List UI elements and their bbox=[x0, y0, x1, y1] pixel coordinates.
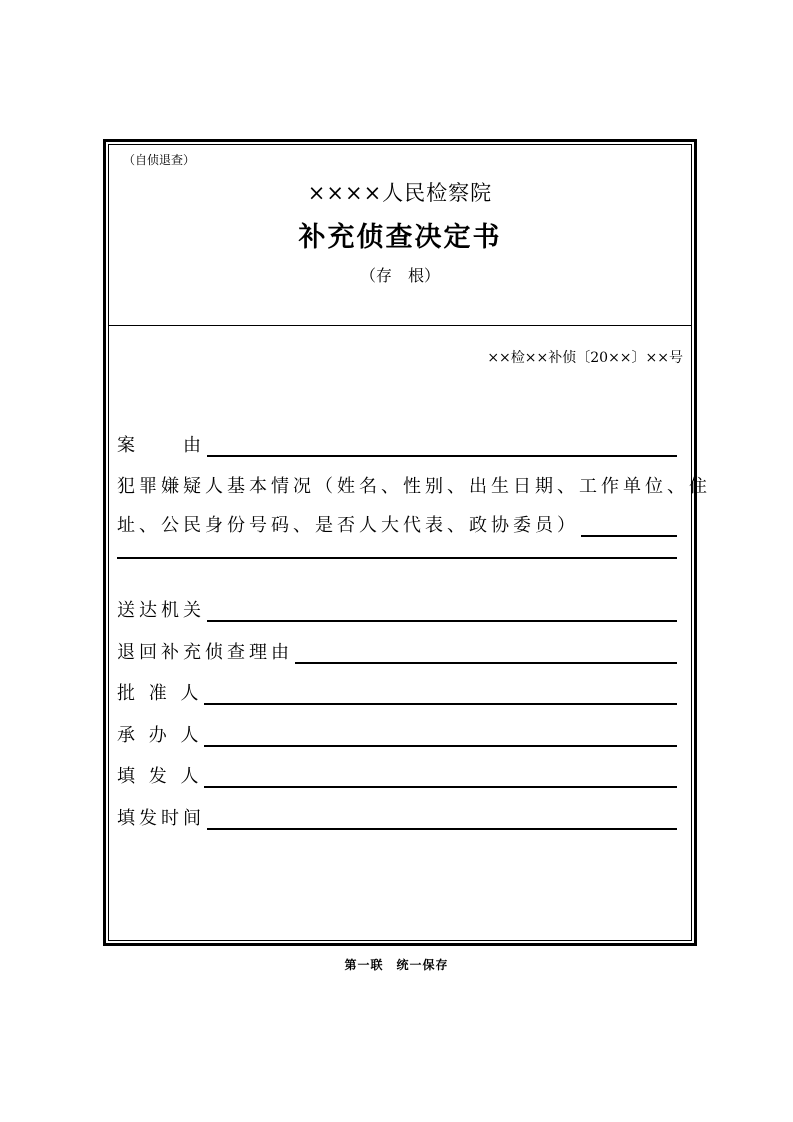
delivery-field-line[interactable] bbox=[207, 600, 677, 622]
issue-time-row bbox=[117, 804, 677, 830]
suspect-label-line2: 址、公民身份号码、是否人大代表、政协委员） bbox=[117, 515, 579, 536]
delivery-row bbox=[117, 596, 677, 622]
document-number: ××检××补侦〔20××〕××号 bbox=[487, 350, 683, 366]
case-row bbox=[117, 431, 677, 457]
handler-field-line[interactable] bbox=[204, 725, 677, 747]
case-field-line[interactable] bbox=[207, 435, 677, 457]
issue-time-label: 填发时间 bbox=[117, 808, 205, 829]
document-title: 补充侦查决定书 bbox=[298, 222, 502, 253]
issue-time-field-line[interactable] bbox=[207, 808, 677, 830]
form-tag: （自侦退查） bbox=[123, 153, 196, 167]
suspect-label-line1: 犯罪嫌疑人基本情况（姓名、性别、出生日期、工作单位、住 bbox=[117, 476, 711, 497]
reason-field-line[interactable] bbox=[295, 642, 677, 664]
stub-label: （存 根） bbox=[359, 266, 440, 285]
footer-note: 第一联 统一保存 bbox=[344, 958, 449, 972]
issuer-field-line[interactable] bbox=[204, 766, 677, 788]
handler-label: 承 办 人 bbox=[117, 725, 203, 746]
reason-row bbox=[117, 638, 677, 664]
header-divider bbox=[109, 325, 691, 326]
approver-field-line[interactable] bbox=[204, 683, 677, 705]
document-frame bbox=[103, 139, 711, 946]
approver-row bbox=[117, 679, 677, 705]
suspect-row bbox=[117, 511, 677, 537]
approver-label: 批 准 人 bbox=[117, 683, 203, 704]
handler-row bbox=[117, 721, 677, 747]
suspect-field-line-extra[interactable] bbox=[117, 557, 677, 559]
procuratorate-name: ××××人民检察院 bbox=[307, 181, 493, 205]
issuer-row bbox=[117, 762, 677, 788]
delivery-label: 送达机关 bbox=[117, 600, 205, 621]
inner-border bbox=[108, 144, 711, 941]
issuer-label: 填 发 人 bbox=[117, 766, 203, 787]
case-label: 案 由 bbox=[117, 435, 205, 456]
reason-label: 退回补充侦查理由 bbox=[117, 642, 293, 663]
suspect-field-line[interactable] bbox=[581, 515, 677, 537]
